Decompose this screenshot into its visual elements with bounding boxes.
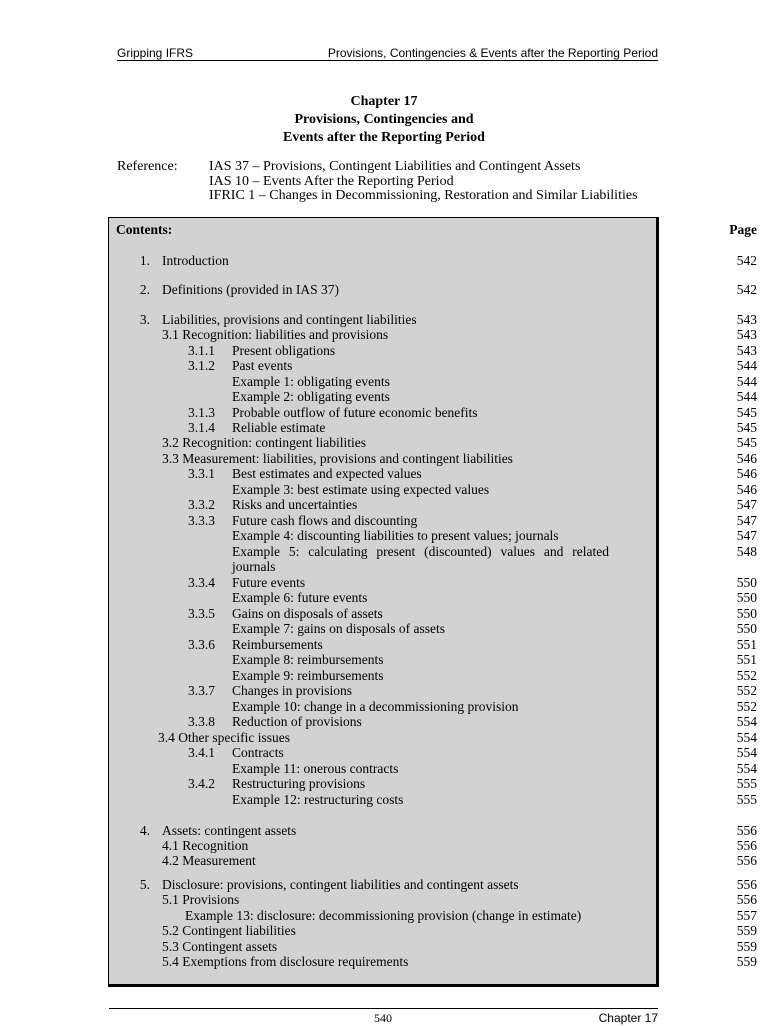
toc-entry-page: 557 xyxy=(736,908,757,923)
toc-entry-text[interactable]: Reduction of provisions xyxy=(232,714,362,729)
toc-entry-number: 3.3.6 xyxy=(188,637,215,652)
toc-entry-text[interactable]: Example 9: reimbursements xyxy=(232,668,384,683)
chapter-title xyxy=(0,93,768,147)
toc-entry-page: 545 xyxy=(736,435,757,450)
toc-entry-page: 550 xyxy=(736,590,757,605)
toc-entry-page: 550 xyxy=(736,575,757,590)
toc-entry-text[interactable]: Disclosure: provisions, contingent liabilities and contingent assets xyxy=(162,877,519,892)
toc-entry-number: 3.3.7 xyxy=(188,683,215,698)
running-header xyxy=(117,46,658,61)
toc-entry-text[interactable]: 5.1 Provisions xyxy=(162,892,240,907)
toc-entry-page: 542 xyxy=(736,253,757,268)
toc-entry-text[interactable]: 3.2 Recognition: contingent liabilities xyxy=(162,435,366,450)
toc-entry-page: 550 xyxy=(736,621,757,636)
toc-entry-page: 548 xyxy=(736,544,757,559)
toc-entry-text[interactable]: Example 4: discounting liabilities to present values; journals xyxy=(232,528,559,543)
toc-entry-page: 552 xyxy=(736,699,757,714)
toc-entry-page: 556 xyxy=(736,892,757,907)
toc-entry-page: 546 xyxy=(736,482,757,497)
toc-entry-text[interactable]: Reliable estimate xyxy=(232,420,326,435)
toc-entry-number: 3.1.3 xyxy=(188,405,215,420)
footer-page-number: 540 xyxy=(374,1011,392,1025)
toc-entry-text[interactable]: Introduction xyxy=(162,253,229,268)
toc-entry-number: 3.1.1 xyxy=(188,343,215,358)
toc-entry-text[interactable]: 5.2 Contingent liabilities xyxy=(162,923,296,938)
toc-entry-page: 543 xyxy=(736,343,757,358)
chapter-title-line-1: Provisions, Contingencies and xyxy=(294,112,474,127)
reference-line: IFRIC 1 – Changes in Decommissioning, Restoration and Similar Liabilities xyxy=(209,188,638,203)
chapter-number: Chapter 17 xyxy=(350,94,418,109)
toc-entry-page: 555 xyxy=(736,776,757,791)
toc-entry-page: 547 xyxy=(736,513,757,528)
page-footer xyxy=(109,1008,658,1025)
toc-entry-page: 554 xyxy=(736,761,757,776)
toc-entry-text[interactable]: Best estimates and expected values xyxy=(232,466,422,481)
toc-entry-page: 551 xyxy=(736,637,757,652)
toc-entry-page: 547 xyxy=(736,497,757,512)
toc-entry-text[interactable]: Example 6: future events xyxy=(232,590,368,605)
toc-entry-page: 556 xyxy=(736,877,757,892)
toc-entry-page: 546 xyxy=(736,466,757,481)
toc-entry-text[interactable]: Example 12: restructuring costs xyxy=(232,792,404,807)
toc-entry-text[interactable]: Past events xyxy=(232,358,293,373)
toc-entry-page: 544 xyxy=(736,389,757,404)
toc-entry-text[interactable]: Liabilities, provisions and contingent liabilities xyxy=(162,312,417,327)
toc-entry-page: 555 xyxy=(736,792,757,807)
reference-line: IAS 10 – Events After the Reporting Period xyxy=(209,173,454,189)
toc-entry-text[interactable]: 3.4 Other specific issues xyxy=(158,730,290,745)
toc-entry-text[interactable]: Assets: contingent assets xyxy=(162,823,297,838)
toc-entry-number: 3.4.2 xyxy=(188,776,215,791)
toc-entry-number: 3.4.1 xyxy=(188,745,215,760)
toc-entry-page: 559 xyxy=(736,954,757,969)
toc-entry-text[interactable]: Example 10: change in a decommissioning provision xyxy=(232,699,519,714)
toc-entry-page: 554 xyxy=(736,730,757,745)
toc-entry-page: 543 xyxy=(736,327,757,342)
reference-label: Reference: xyxy=(117,159,178,174)
toc-entry-text[interactable]: Reimbursements xyxy=(232,637,323,652)
toc-entry-number: 3.3.4 xyxy=(188,575,215,590)
toc-entry-text[interactable]: Example 11: onerous contracts xyxy=(232,761,399,776)
toc-entry-text[interactable]: Contracts xyxy=(232,745,284,760)
toc-entry-page: 545 xyxy=(736,420,757,435)
toc-entry-text[interactable]: 3.1 Recognition: liabilities and provisions xyxy=(162,327,389,342)
toc-entry-text[interactable]: Gains on disposals of assets xyxy=(232,606,383,621)
toc-entry-page: 554 xyxy=(736,745,757,760)
toc-entry-text[interactable]: Changes in provisions xyxy=(232,683,352,698)
header-book-title: Gripping IFRS xyxy=(117,46,194,60)
header-chapter-title: Provisions, Contingencies & Events after the Reporting Period xyxy=(327,46,658,60)
toc-entry-text[interactable]: Example 1: obligating events xyxy=(232,374,390,389)
toc-entry-text[interactable]: Example 5: calculating present (discounted) values and related xyxy=(232,544,609,559)
toc-entry-page: 546 xyxy=(736,451,757,466)
toc-entry-text[interactable]: 4.2 Measurement xyxy=(162,853,256,868)
toc-entry-number: 3.3.1 xyxy=(188,466,215,481)
toc-entry-number: 3.3.8 xyxy=(188,714,215,729)
toc-entry-number: 3.3.5 xyxy=(188,606,215,621)
toc-entry-text[interactable]: Example 2: obligating events xyxy=(232,389,390,404)
toc-entry-text[interactable]: 3.3 Measurement: liabilities, provisions and contingent liabilities xyxy=(162,451,513,466)
page-column-heading: Page xyxy=(729,222,757,237)
toc-entry-number: 3.3.2 xyxy=(188,497,215,512)
toc-entry-text[interactable]: Risks and uncertainties xyxy=(232,497,358,512)
toc-entry-text[interactable]: Example 7: gains on disposals of assets xyxy=(232,621,445,636)
contents-box xyxy=(108,217,757,987)
toc-entry-text[interactable]: 4.1 Recognition xyxy=(162,838,249,853)
toc-entry-page: 551 xyxy=(736,652,757,667)
toc-entry-text[interactable]: Future cash flows and discounting xyxy=(232,513,418,528)
toc-entry-number: 2. xyxy=(139,282,150,297)
toc-entry-page: 547 xyxy=(736,528,757,543)
toc-entry-number: 1. xyxy=(139,253,150,268)
toc-entry-text[interactable]: 5.4 Exemptions from disclosure requirements xyxy=(162,954,409,969)
toc-entry-page: 556 xyxy=(736,853,757,868)
toc-entry-text[interactable]: Restructuring provisions xyxy=(232,776,366,791)
toc-entry-page: 552 xyxy=(736,683,757,698)
toc-entry-page: 552 xyxy=(736,668,757,683)
toc-entry-text[interactable]: Example 8: reimbursements xyxy=(232,652,384,667)
toc-entry-page: 556 xyxy=(736,838,757,853)
toc-entry-text[interactable]: Example 13: disclosure: decommissioning provision (change in estimate) xyxy=(185,908,582,923)
toc-entry-text-continued[interactable]: journals xyxy=(232,559,276,574)
toc-entry-page: 544 xyxy=(736,358,757,373)
toc-entry-page: 559 xyxy=(736,939,757,954)
toc-entry-page: 544 xyxy=(736,374,757,389)
toc-entry-page: 545 xyxy=(736,405,757,420)
toc-entry-number: 3.1.2 xyxy=(188,358,215,373)
toc-entry-text[interactable]: Present obligations xyxy=(232,343,336,358)
reference-line: IAS 37 – Provisions, Contingent Liabilities and Contingent Assets xyxy=(209,159,581,174)
toc-entry-number: 4. xyxy=(139,823,150,838)
toc-entry-text[interactable]: 5.3 Contingent assets xyxy=(162,939,278,954)
contents-heading: Contents: xyxy=(116,222,173,237)
toc-entry-page: 550 xyxy=(736,606,757,621)
toc-entry-number: 3. xyxy=(139,312,150,327)
chapter-title-line-2: Events after the Reporting Period xyxy=(283,130,485,145)
toc-entry-number: 3.1.4 xyxy=(188,420,215,435)
toc-entry-number: 5. xyxy=(139,877,150,892)
footer-chapter: Chapter 17 xyxy=(598,1011,658,1025)
toc-entry-page: 542 xyxy=(736,282,757,297)
toc-entry-text[interactable]: Future events xyxy=(232,575,306,590)
toc-entry-text[interactable]: Probable outflow of future economic benefits xyxy=(232,405,478,420)
toc-entry-page: 554 xyxy=(736,714,757,729)
toc-entry-page: 556 xyxy=(736,823,757,838)
toc-entry-number: 3.3.3 xyxy=(188,513,215,528)
toc-entry-text[interactable]: Example 3: best estimate using expected values xyxy=(232,482,490,497)
toc-entry-page: 559 xyxy=(736,923,757,938)
toc-entry-page: 543 xyxy=(736,312,757,327)
toc-entry-text[interactable]: Definitions (provided in IAS 37) xyxy=(162,282,339,297)
